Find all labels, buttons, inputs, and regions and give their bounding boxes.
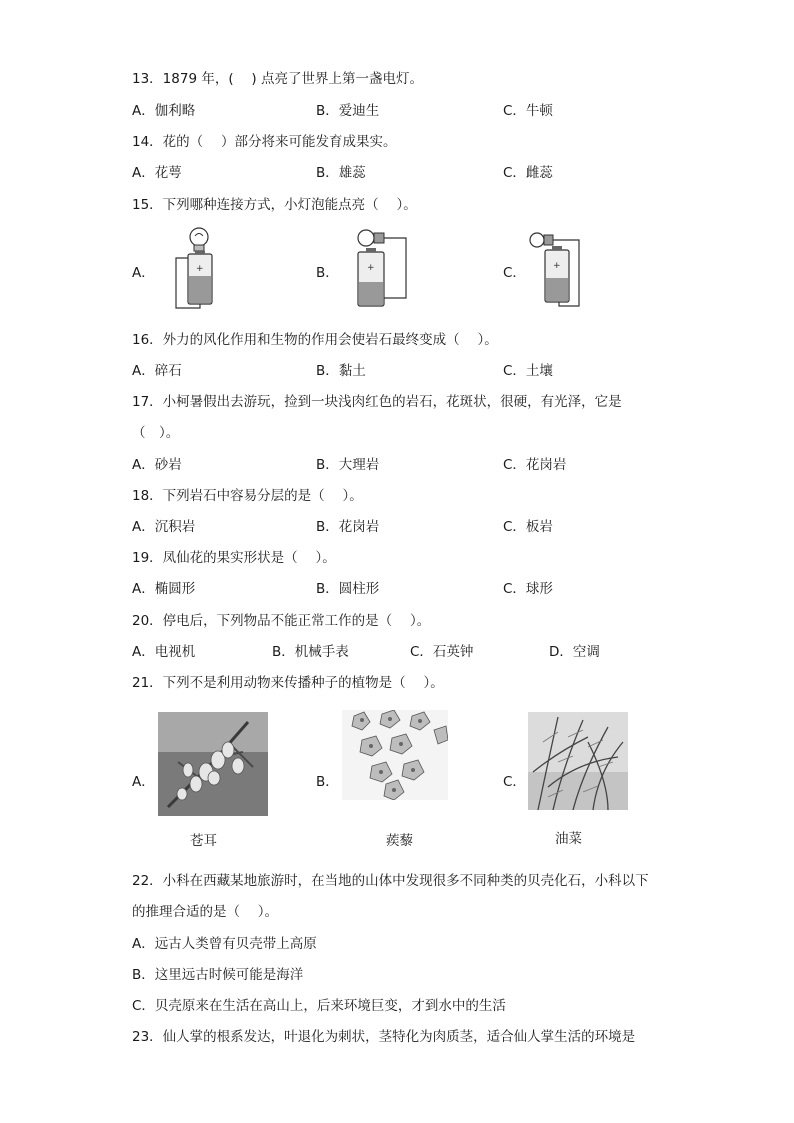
svg-text:+: +	[367, 263, 375, 273]
svg-text:+: +	[196, 264, 204, 274]
q18-option-b[interactable]: B．花岗岩	[316, 519, 380, 535]
circuit-b-image[interactable]	[344, 226, 414, 312]
question-13-stem: 13．1879 年，( ) 点亮了世界上第一盏电灯。	[132, 71, 423, 87]
q13-option-b[interactable]: B．爱迪生	[316, 103, 380, 119]
q19-option-b[interactable]: B．圆柱形	[316, 581, 380, 597]
q14-option-a[interactable]: A．花萼	[132, 165, 182, 181]
circuit-a-image[interactable]	[168, 224, 230, 312]
circuit-c-image[interactable]	[527, 228, 589, 312]
q21-option-b[interactable]: B．	[316, 774, 339, 790]
q15-option-a[interactable]: A．	[132, 265, 155, 281]
q21-option-a[interactable]: A．	[132, 774, 155, 790]
q15-option-b[interactable]: B．	[316, 265, 339, 281]
q16-option-b[interactable]: B．黏土	[316, 363, 366, 379]
bulb-icon	[190, 228, 208, 246]
q22-option-c[interactable]: C．贝壳原来在生活在高山上，后来环境巨变，才到水中的生活	[132, 998, 506, 1014]
q20-option-a[interactable]: A．电视机	[132, 644, 196, 660]
question-20-stem: 20．停电后，下列物品不能正常工作的是（ ）。	[132, 613, 431, 629]
question-23-stem: 23．仙人掌的根系发达，叶退化为刺状，茎特化为肉质茎，适合仙人掌生活的环境是	[132, 1029, 636, 1045]
q18-option-a[interactable]: A．沉积岩	[132, 519, 196, 535]
q20-option-b[interactable]: B．机械手表	[272, 644, 349, 660]
q19-option-a[interactable]: A．椭圆形	[132, 581, 196, 597]
question-17-stem-line2: （ ）。	[132, 425, 180, 441]
rapeseed-photo[interactable]	[528, 712, 628, 810]
question-18-stem: 18．下列岩石中容易分层的是（ ）。	[132, 488, 363, 504]
caption-rapeseed: 油菜	[555, 831, 582, 847]
question-16-stem: 16．外力的风化作用和生物的作用会使岩石最终变成（ ）。	[132, 332, 498, 348]
q15-option-c[interactable]: C．	[503, 265, 526, 281]
caption-caltrop: 蒺藜	[386, 833, 413, 849]
q17-option-b[interactable]: B．大理岩	[316, 457, 380, 473]
caltrop-photo[interactable]	[342, 710, 448, 800]
question-22-stem-line2: 的推理合适的是（ ）。	[132, 904, 279, 920]
svg-text:+: +	[553, 261, 561, 271]
bulb-icon	[358, 230, 374, 246]
q22-option-a[interactable]: A．远古人类曾有贝壳带上高原	[132, 936, 317, 952]
question-21-stem: 21．下列不是利用动物来传播种子的植物是（ ）。	[132, 675, 444, 691]
cocklebur-photo[interactable]	[158, 712, 268, 816]
q17-option-a[interactable]: A．砂岩	[132, 457, 182, 473]
q20-option-c[interactable]: C．石英钟	[410, 644, 474, 660]
q18-option-c[interactable]: C．板岩	[503, 519, 553, 535]
q17-option-c[interactable]: C．花岗岩	[503, 457, 567, 473]
q19-option-c[interactable]: C．球形	[503, 581, 553, 597]
q13-option-a[interactable]: A．伽利略	[132, 103, 196, 119]
question-15-stem: 15．下列哪种连接方式，小灯泡能点亮（ ）。	[132, 197, 417, 213]
q22-option-b[interactable]: B．这里远古时候可能是海洋	[132, 967, 304, 983]
q14-option-c[interactable]: C．雌蕊	[503, 165, 553, 181]
q20-option-d[interactable]: D．空调	[549, 644, 600, 660]
bulb-icon	[530, 233, 544, 247]
q14-option-b[interactable]: B．雄蕊	[316, 165, 366, 181]
question-19-stem: 19．凤仙花的果实形状是（ ）。	[132, 550, 336, 566]
q16-option-c[interactable]: C．土壤	[503, 363, 553, 379]
q13-option-c[interactable]: C．牛顿	[503, 103, 553, 119]
question-14-stem: 14．花的（ ）部分将来可能发育成果实。	[132, 134, 397, 150]
question-22-stem-line1: 22．小科在西藏某地旅游时，在当地的山体中发现很多不同种类的贝壳化石，小科以下	[132, 873, 649, 889]
caption-cocklebur: 苍耳	[190, 833, 217, 849]
q21-option-c[interactable]: C．	[503, 774, 526, 790]
q16-option-a[interactable]: A．碎石	[132, 363, 182, 379]
question-17-stem-line1: 17．小柯暑假出去游玩，捡到一块浅肉红色的岩石，花斑状，很硬，有光泽，它是	[132, 394, 622, 410]
